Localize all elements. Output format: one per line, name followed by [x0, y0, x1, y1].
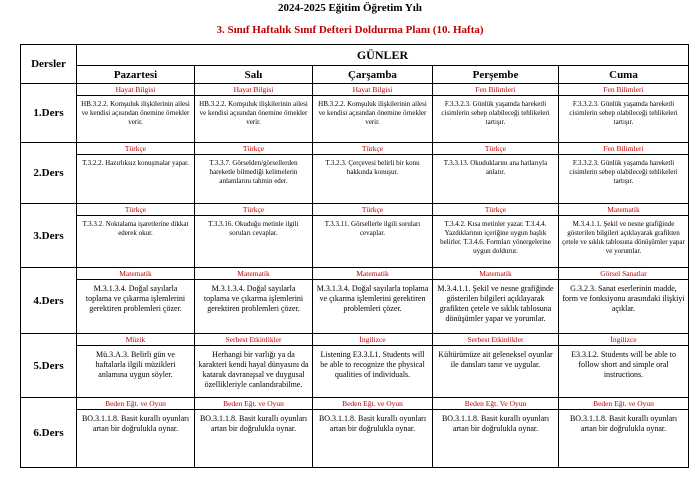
day-header-cuma: Cuma — [559, 66, 689, 84]
lesson-cell-cuma — [559, 268, 689, 334]
lesson-cell-cuma — [559, 204, 689, 268]
lesson-cell-cuma — [559, 398, 689, 468]
outcome-text: T.3.3.2. Noktalama işaretlerine dikkat ederek okur. — [82, 220, 189, 237]
subject-label: Beden Eğt. ve Oyun — [195, 398, 312, 410]
gunler-header: GÜNLER — [77, 45, 689, 66]
lesson-cell-pazartesi — [77, 334, 195, 398]
subject-label: Türkçe — [77, 204, 194, 216]
lesson-cell-pazartesi — [77, 84, 195, 143]
lesson-label: 2.Ders — [21, 143, 77, 204]
outcome-text: F.3.3.2.3. Günlük yaşamda hareketli cisimlerin sebep olabileceği tehlikeleri tartışır. — [569, 159, 678, 185]
outcome-text: M.3.1.3.4. Doğal sayılarla toplama ve çıkarma işlemlerini gerektiren problemleri çözer. — [316, 284, 429, 313]
subject-label: Hayat Bilgisi — [77, 84, 194, 96]
subject-label: Matematik — [559, 204, 688, 216]
outcome-text: G.3.2.3. Sanat eserlerinin madde, form ve fonksiyonu arasındaki ilişkiyi açıklar. — [562, 284, 685, 313]
plan-title: 3. Sınıf Haftalık Sınıf Defteri Doldurma Planı (10. Hafta) — [216, 24, 484, 36]
subject-label: Hayat Bilgisi — [313, 84, 432, 96]
subject-label: İngilizce — [313, 334, 432, 346]
outcome-text: T.3.2.2. Hazırlıksız konuşmalar yapar. — [82, 159, 189, 167]
lesson-cell-sali — [195, 334, 313, 398]
lesson-row — [21, 84, 689, 143]
lesson-cell-carsamba — [313, 84, 433, 143]
lesson-cell-persembe — [433, 334, 559, 398]
outcome-text: T.3.4.2. Kısa metinler yazar. T.3.4.4. Yazdıklarının içeriğine uygun başlık belirler. T.3.4.6. Formları yönergelerine uygun doldurur. — [440, 220, 551, 255]
lesson-row — [21, 204, 689, 268]
lesson-label: 6.Ders — [21, 398, 77, 468]
lesson-cell-sali — [195, 268, 313, 334]
subject-label: Müzik — [77, 334, 194, 346]
lesson-cell-cuma — [559, 143, 689, 204]
outcome-text: BO.3.1.1.8. Basit kurallı oyunları artan bir doğrulukla oynar. — [318, 414, 427, 433]
lesson-cell-sali — [195, 143, 313, 204]
outcome-text: Herhangi bir varlığı ya da karakteri kendi hayal dünyasını da katarak davranışsal ve duygusal özellikleriyle canlandırabilme. — [198, 350, 309, 389]
subject-label: Matematik — [313, 268, 432, 280]
lesson-cell-persembe — [433, 84, 559, 143]
subject-label: Matematik — [433, 268, 558, 280]
lesson-cell-persembe — [433, 398, 559, 468]
lesson-label: 4.Ders — [21, 268, 77, 334]
outcome-text: BO.3.1.1.8. Basit kurallı oyunları artan bir doğrulukla oynar. — [441, 414, 550, 433]
outcome-text: Kültürümüze ait geleneksel oyunlar ile dansları tanır ve uygular. — [438, 350, 553, 369]
subject-label: Görsel Sanatlar — [559, 268, 688, 280]
subject-label: Türkçe — [195, 143, 312, 155]
subject-label: Serbest Etkinlikler — [433, 334, 558, 346]
day-header-pazartesi: Pazartesi — [77, 66, 195, 84]
day-header-persembe: Perşembe — [433, 66, 559, 84]
subject-label: Hayat Bilgisi — [195, 84, 312, 96]
outcome-text: T.3.3.13. Okuduklarını ana hatlarıyla anlatır. — [443, 159, 548, 176]
lesson-label: 1.Ders — [21, 84, 77, 143]
subject-label: Beden Eğt. ve Oyun — [559, 398, 688, 410]
lesson-cell-carsamba — [313, 143, 433, 204]
outcome-text: M.3.1.3.4. Doğal sayılarla toplama ve çıkarma işlemlerini gerektiren problemleri çözer. — [85, 284, 186, 313]
lesson-cell-cuma — [559, 84, 689, 143]
subject-label: Türkçe — [313, 143, 432, 155]
outcome-text: T.3.3.16. Okuduğu metinle ilgili soruları cevaplar. — [208, 220, 299, 237]
subject-label: Türkçe — [313, 204, 432, 216]
lesson-cell-sali — [195, 398, 313, 468]
outcome-text: M.3.1.3.4. Doğal sayılarla toplama ve çıkarma işlemlerini gerektiren problemleri çözer. — [203, 284, 304, 313]
subject-label: Türkçe — [433, 143, 558, 155]
year-title: 2024-2025 Eğitim Öğretim Yılı — [278, 2, 422, 14]
subject-label: Beden Eğt. Ve Oyun — [433, 398, 558, 410]
lesson-row — [21, 398, 689, 468]
lesson-cell-persembe — [433, 268, 559, 334]
outcome-text: BO.3.1.1.8. Basit kurallı oyunları artan bir doğrulukla oynar. — [81, 414, 190, 433]
subject-label: Matematik — [195, 268, 312, 280]
outcome-text: F.3.3.2.3. Günlük yaşamda hareketli cisimlerin sebep olabileceği tehlikeleri tartışır. — [569, 100, 678, 126]
weekly-plan-table — [20, 44, 689, 468]
lesson-cell-sali — [195, 84, 313, 143]
lesson-cell-carsamba — [313, 398, 433, 468]
lesson-row — [21, 143, 689, 204]
lesson-cell-pazartesi — [77, 398, 195, 468]
outcome-text: HB.3.2.2. Komşuluk ilişkilerinin ailesi ve kendisi açısından önemine örnekler verir. — [81, 100, 190, 126]
lesson-cell-cuma — [559, 334, 689, 398]
outcome-text: BO.3.1.1.8. Basit kurallı oyunları artan bir doğrulukla oynar. — [199, 414, 308, 433]
lesson-cell-pazartesi — [77, 143, 195, 204]
lesson-cell-carsamba — [313, 268, 433, 334]
lesson-cell-persembe — [433, 143, 559, 204]
lesson-cell-pazartesi — [77, 204, 195, 268]
subject-label: Serbest Etkinlikler — [195, 334, 312, 346]
day-header-sali: Salı — [195, 66, 313, 84]
outcome-text: Listening E3.3.L1. Students will be able to recognize the physical qualities of individuals. — [320, 350, 425, 379]
subject-label: Beden Eğt. ve Oyun — [77, 398, 194, 410]
lesson-cell-persembe — [433, 204, 559, 268]
subject-label: Matematik — [77, 268, 194, 280]
subject-label: Türkçe — [195, 204, 312, 216]
subject-label: Fen Bilimleri — [559, 84, 688, 96]
lesson-cell-carsamba — [313, 334, 433, 398]
dersler-header: Dersler — [21, 45, 77, 84]
outcome-text: E3.3.L2. Students will be able to follow short and simple oral instructions. — [571, 350, 676, 379]
subject-label: Fen Bilimleri — [559, 143, 688, 155]
outcome-text: HB.3.2.2. Komşuluk ilişkilerinin ailesi ve kendisi açısından önemine örnekler verir. — [199, 100, 308, 126]
outcome-text: HB.3.2.2. Komşuluk ilişkilerinin ailesi ve kendisi açısından önemine örnekler verir. — [318, 100, 427, 126]
outcome-text: T.3.3.7. Görselden/görsellerden hareketle bilmediği kelimelerin anlamlarını tahmin eder. — [209, 159, 298, 185]
outcome-text: M.3.4.1.1. Şekil ve nesne grafiğinde gösterilen bilgileri açıklayarak grafikten çetele ve sıklık tablosuna dönüşümler yapar ve yorumlar. — [437, 284, 554, 323]
outcome-text: T.3.3.11. Görsellerle ilgili soruları cevaplar. — [324, 220, 421, 237]
outcome-text: Mü.3.A.3. Belirli gün ve haftalarla ilgili müzikleri anlamına uygun söyler. — [95, 350, 176, 379]
subject-label: İngilizce — [559, 334, 688, 346]
subject-label: Türkçe — [433, 204, 558, 216]
outcome-text: T.3.2.3. Çerçevesi belirli bir konu hakkında konuşur. — [325, 159, 420, 176]
lesson-cell-carsamba — [313, 204, 433, 268]
lesson-cell-sali — [195, 204, 313, 268]
outcome-text: M.3.4.1.1. Şekil ve nesne grafiğinde gösterilen bilgileri açıklayarak grafikten çetele ve sıklık tablosuna dönüşümler yapar ve yorumlar. — [562, 220, 685, 255]
lesson-label: 3.Ders — [21, 204, 77, 268]
subject-label: Fen Bilimleri — [433, 84, 558, 96]
lesson-cell-pazartesi — [77, 268, 195, 334]
outcome-text: F.3.3.2.3. Günlük yaşamda hareketli cisimlerin sebep olabileceği tehlikeleri tartışır. — [441, 100, 550, 126]
plan-body — [21, 84, 689, 468]
day-header-carsamba: Çarşamba — [313, 66, 433, 84]
lesson-row — [21, 334, 689, 398]
lesson-row — [21, 268, 689, 334]
lesson-label: 5.Ders — [21, 334, 77, 398]
subject-label: Türkçe — [77, 143, 194, 155]
subject-label: Beden Eğt. ve Oyun — [313, 398, 432, 410]
outcome-text: BO.3.1.1.8. Basit kurallı oyunları artan bir doğrulukla oynar. — [569, 414, 678, 433]
